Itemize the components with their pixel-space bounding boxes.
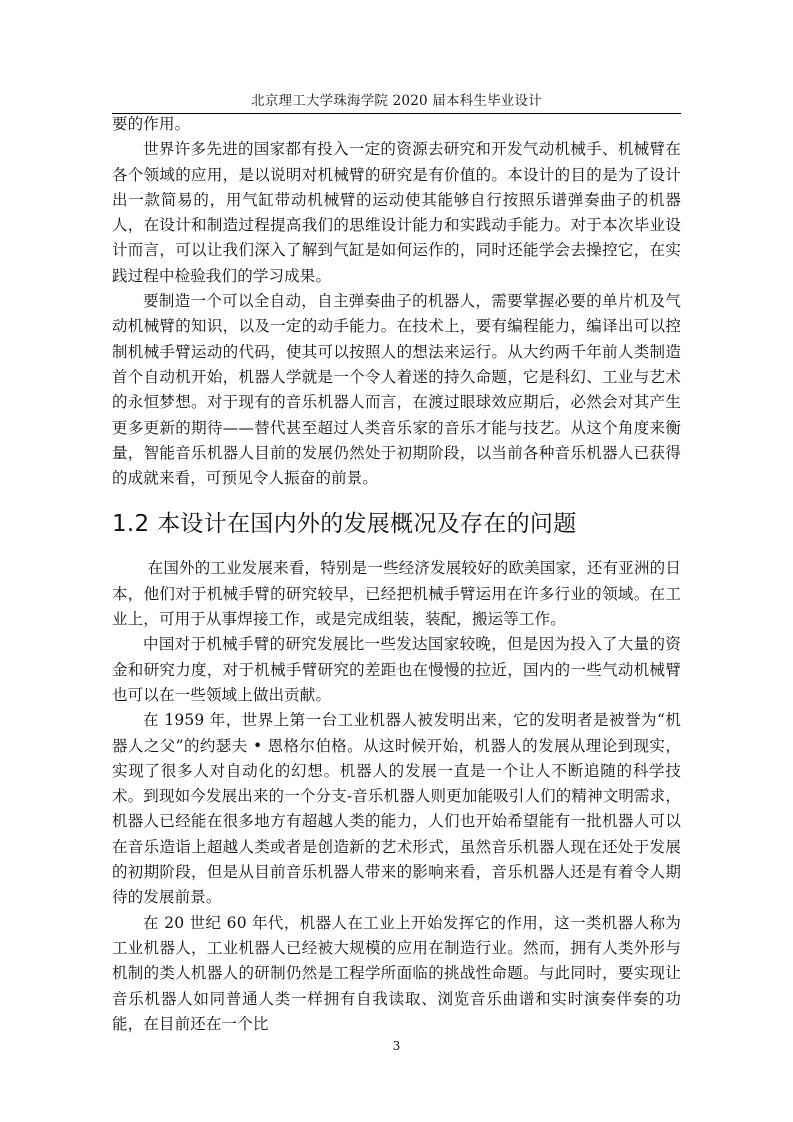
section-heading: 1.2 本设计在国内外的发展概况及存在的问题 [112,511,577,538]
paragraph: 在 1959 年，世界上第一台工业机器人被发明出来，它的发明者是被誉为“机器人之父”的约瑟夫 • 恩格尔伯格。从这时候开始，机器人的发展从理论到现实，实现了很多人对自动化的幻想。机器人的发展一直是一个让人不断追随的科学技术。到现如今发展出来的一个分支-音乐机器人则更加能吸引人们的精神文明需求，机器人已经能在很多地方有超越人类的能力，人们也开始希望能有一批机器人可以在音乐造诣上超越人类或者是创造新的艺术形式，虽然音乐机器人现在还处于发展的初期阶段，但是从目前音乐机器人带来的影响来看，音乐机器人还是有着令人期待的发展前景。 [112,711,681,907]
paragraph: 在 20 世纪 60 年代，机器人在工业上开始发挥它的作用，这一类机器人称为工业机器人，工业机器人已经被大规模的应用在制造行业。然而，拥有人类外形与机制的类人机器人的研制仍然是工程学所面临的挑战性命题。与此同时，要实现让音乐机器人如同普通人类一样拥有自我读取、浏览音乐曲谱和实时演奏伴奏的功能，在目前还在一个比 [112,913,681,1033]
paragraph: 在国外的工业发展来看，特别是一些经济发展较好的欧美国家，还有亚洲的日本，他们对于机械手臂的研究较早，已经把机械手臂运用在许多行业的领域。在工业上，可用于从事焊接工作，或是完成组装，装配，搬运等工作。 [112,559,681,629]
paragraph: 世界许多先进的国家都有投入一定的资源去研究和开发气动机械手、机械臂在各个领域的应用，是以说明对机械臂的研究是有价值的。本设计的目的是为了设计出一款简易的，用气缸带动机械臂的运动使其能够自行按照乐谱弹奏曲子的机器人，在设计和制造过程提高我们的思维设计能力和实践动手能力。对于本次毕业设计而言，可以让我们深入了解到气缸是如何运作的，同时还能学会去操控它，在实践过程中检验我们的学习成果。 [112,140,681,285]
paragraph: 中国对于机械手臂的研究发展比一些发达国家较晚，但是因为投入了大量的资金和研究力度，对于机械手臂研究的差距也在慢慢的拉近，国内的一些气动机械臂也可以在一些领域上做出贡献。 [112,635,681,704]
paragraph: 要制造一个可以全自动，自主弹奏曲子的机器人，需要掌握必要的单片机及气动机械臂的知识，以及一定的动手能力。在技术上，要有编程能力，编译出可以控制机械手臂运动的代码，使其可以按照人的想法来运行。从大约两千年前人类制造首个自动机开始，机器人学就是一个令人着迷的持久命题，它是科幻、工业与艺术的永恒梦想。对于现有的音乐机器人而言，在渡过眼球效应期后，必然会对其产生更多更新的期待——替代甚至超过人类音乐家的音乐才能与技艺。从这个角度来衡量，智能音乐机器人目前的发展仍然处于初期阶段，以当前各种音乐机器人已获得的成就来看，可预见令人振奋的前景。 [112,292,681,488]
paragraph: 要的作用。 [112,115,191,133]
page-header: 北京理工大学珠海学院 2020 届本科生毕业设计 [251,93,542,109]
page-body [112,112,681,1037]
page-number: 3 [392,1039,401,1053]
